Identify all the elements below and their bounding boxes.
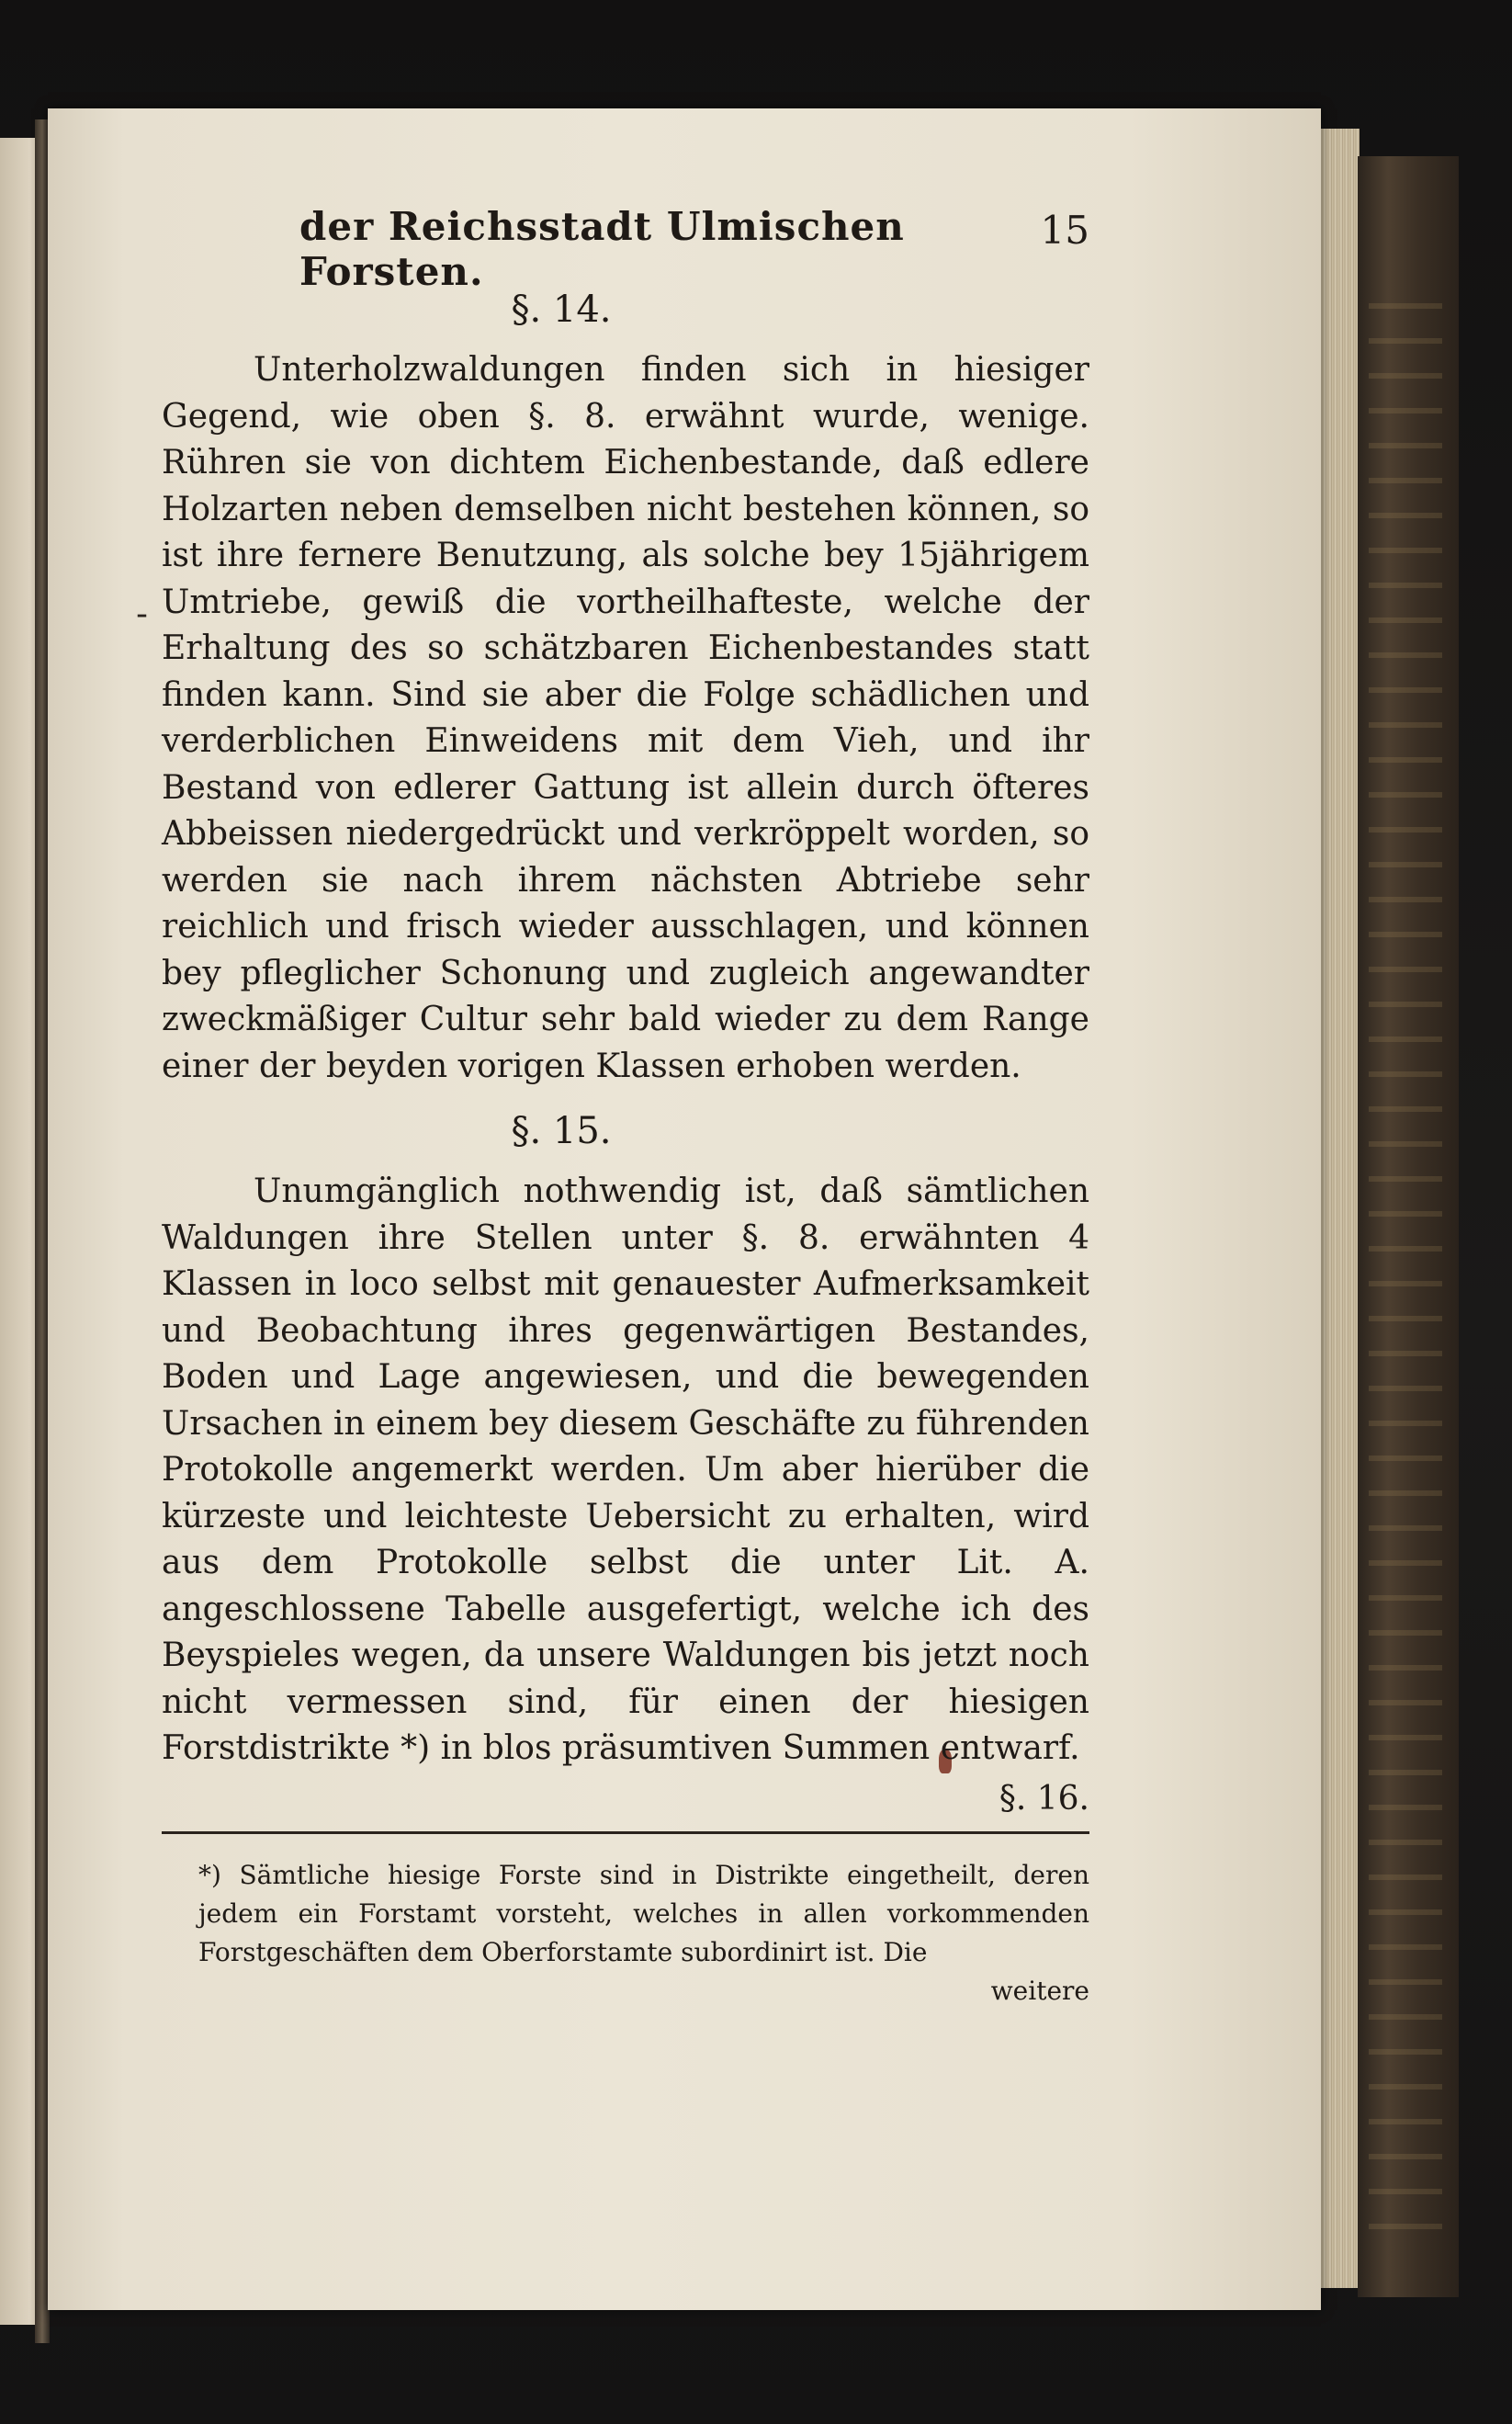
cover-texture [1369,303,1442,2233]
section-15-paragraph: Unumgänglich nothwendig ist, daß sämtlichen Waldungen ihre Stellen unter §. 8. erwähnten 4 Klassen in loco selbst mit genauester Aufmerksamkeit und Beobachtung ihres gegenwärtigen Bestandes, Boden und Lage angewiesen, und die bewegenden Ursachen in einem bey diesem Geschäfte zu führenden Protokolle angemerkt werden. Um aber hierüber die kürzeste und leichteste Uebersicht zu erhalten, wird aus dem Protokolle selbst die unter Lit. A. angeschlossene Tabelle ausgefertigt, welche ich des Beyspieles wegen, da unsere Waldungen bis jetzt noch nicht vermessen sind, für einen der hiesigen Forstdistrikte *) in blos präsumtiven Summen entwarf. [162,1172,1089,1767]
margin-mark: - [136,595,148,633]
page-number: 15 [1040,208,1089,253]
catchword-main: §. 16. [999,1779,1089,1818]
section-14-heading: §. 14. [511,289,612,331]
section-14-paragraph: Unterholzwaldungen finden sich in hiesiger Gegend, wie oben §. 8. erwähnt wurde, wenige. Rühren sie von dichtem Eichenbestande, daß edlere Holzarten neben demselben nicht bestehen können, so ist ihre fernere Benutzung, als solche bey 15jährigem Umtriebe, gewiß die vortheilhafteste, welche der Erhaltung des so schätzbaren Eichenbestandes statt finden kann. Sind sie aber die Folge schädlichen und verderblichen Einweidens mit dem Vieh, und ihr Bestand von edlerer Gattung ist allein durch öfteres Abbeissen niedergedrückt und verkröppelt worden, so werden sie nach ihrem nächsten Abtriebe sehr reichlich und frisch wieder ausschlagen, und können bey pfleglicher Schonung und zugleich angewandter zweckmäßiger Cultur sehr bald wieder zu dem Range einer der beyden vorigen Klassen erhoben werden. [162,351,1089,1085]
text-block [162,204,1089,2011]
running-head [162,204,1089,294]
page-edges [1315,129,1360,2288]
footnote-text: *) Sämtliche hiesige Forste sind in Distrikte eingetheilt, deren jedem ein Forstamt vorsteht, welches in allen vorkommenden Forstgeschäften dem Oberforstamte subordinirt ist. Die [198,1859,1089,1967]
footnote-rule [162,1831,1089,1834]
running-title: der Reichsstadt Ulmischen Forsten. [299,204,905,294]
section-15-heading: §. 15. [511,1110,612,1152]
catchword-footnote: weitere [990,1975,1089,2006]
